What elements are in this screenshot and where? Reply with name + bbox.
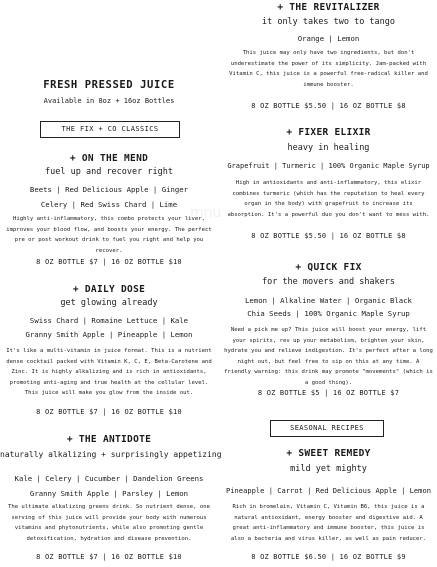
juice-name: + DAILY DOSE — [72, 284, 146, 295]
juice-ingredients: Pineapple | Carrot | Red Delicious Apple | Lemon — [226, 486, 431, 495]
page-title: FRESH PRESSED JUICE — [43, 79, 175, 91]
juice-ingredients: Lemon | Alkaline Water | Organic Black — [245, 296, 412, 305]
juice-tagline: mild yet mighty — [290, 464, 367, 474]
juice-price: 8 OZ BOTTLE $7 | 16 OZ BOTTLE $10 — [36, 408, 182, 416]
juice-tagline: naturally alkalizing + surprisingly appetizing — [0, 450, 222, 459]
juice-tagline: it only takes two to tango — [261, 17, 396, 27]
juice-ingredients: Swiss Chard | Romaine Lettuce | Kale — [29, 316, 189, 325]
juice-tagline: heavy in healing — [287, 143, 370, 153]
juice-ingredients: Celery | Red Swiss Chard | Lime — [40, 200, 178, 209]
juice-description: High in antioxidants and anti-inflammatory, this elixir combines turmeric (which has the reputation to heal every organ in the body) with grapefruit to increase its absorption. It's a powerful duo you don't want to mess with. — [227, 180, 430, 218]
juice-description: Rich in bromelain, Vitamin C, Vitamin B6, this juice is a natural antioxidant, energy booster and digestive aid. A great anti-inflammatory and immune booster, this juice is also a bacteria and virus killer, as well as pain reducer. — [230, 504, 427, 542]
page-subtitle: Available in 8oz + 16oz Bottles — [43, 97, 175, 105]
juice-name: + QUICK FIX — [295, 262, 362, 273]
juice-description: It's like a multi-vitamin in juice format. This is a nutrient dense cocktail packed with Vitamin K, C, E, Beta-Carotene and Zinc. It is highly alkalizing and is rich in antioxidants, promoting anti-aging and true health at the cellular level. This juice will make you glow from the inside out. — [6, 348, 212, 396]
classics-label: THE FIX + CO CLASSICS — [40, 121, 180, 138]
juice-ingredients: Chia Seeds | 100% Organic Maple Syrup — [247, 309, 410, 318]
juice-name: + ON THE MEND — [69, 153, 149, 164]
juice-price: 8 OZ BOTTLE $5.50 | 16 OZ BOTTLE $8 — [251, 102, 406, 110]
juice-name: + FIXER ELIXIR — [286, 127, 371, 138]
juice-price: 8 OZ BOTTLE $7 | 16 OZ BOTTLE $10 — [36, 553, 182, 561]
juice-tagline: get glowing already — [60, 298, 158, 308]
watermark: mnu — [190, 205, 222, 221]
juice-tagline: for the movers and shakers — [261, 277, 396, 287]
juice-name: + THE REVITALIZER — [277, 2, 380, 13]
juice-ingredients: Granny Smith Apple | Parsley | Lemon — [29, 489, 189, 498]
juice-price: 8 OZ BOTTLE $7 | 16 OZ BOTTLE $10 — [36, 258, 182, 266]
juice-ingredients: Orange | Lemon — [297, 34, 360, 43]
juice-ingredients: Grapefruit | Turmeric | 100% Organic Maple Syrup — [227, 162, 430, 170]
juice-description: This juice may only have two ingredients, but don't underestimate the power of its simplicity. Jam-packed with Vitamin C, this juice is a powerful free-radical killer and immune booster. — [229, 50, 428, 88]
juice-price: 8 OZ BOTTLE $6.50 | 16 OZ BOTTLE $9 — [251, 553, 406, 561]
juice-price: 8 OZ BOTTLE $5 | 16 OZ BOTTLE $7 — [257, 389, 400, 397]
juice-name: + SWEET REMEDY — [286, 448, 371, 459]
juice-price: 8 OZ BOTTLE $5.50 | 16 OZ BOTTLE $8 — [251, 232, 406, 240]
juice-tagline: fuel up and recover right — [45, 167, 173, 177]
juice-description: Need a pick me up? This juice will boost your energy, lift your spirits, rev up your metabolism, brighten your skin, hydrate you and relieve indigestion. It's perfect after a long night out, but feel free to sip on this at any time. A friendly warning: this drink may promote "movements" (which is a good thing). — [224, 327, 433, 386]
juice-ingredients: Beets | Red Delicious Apple | Ginger — [29, 185, 189, 194]
juice-description: The ultimate alkalizing greens drink. So nutrient dense, one serving of this juice will provide your body with numerous vitamins and phytonutrients, while also promoting gentle detoxification, hydration and disease prevention. — [7, 504, 211, 542]
juice-description: Highly anti-inflammatory, this combo protects your liver, improves your blood flow, and boosts your energy. The perfect pre or post workout drink to fuel you right and help you recover. — [6, 216, 212, 254]
juice-ingredients: Granny Smith Apple | Pineapple | Lemon — [25, 330, 193, 339]
juice-name: + THE ANTIDOTE — [66, 434, 152, 445]
juice-ingredients: Kale | Celery | Cucumber | Dandelion Greens — [14, 474, 204, 483]
seasonal-label: SEASONAL RECIPES — [270, 420, 384, 437]
